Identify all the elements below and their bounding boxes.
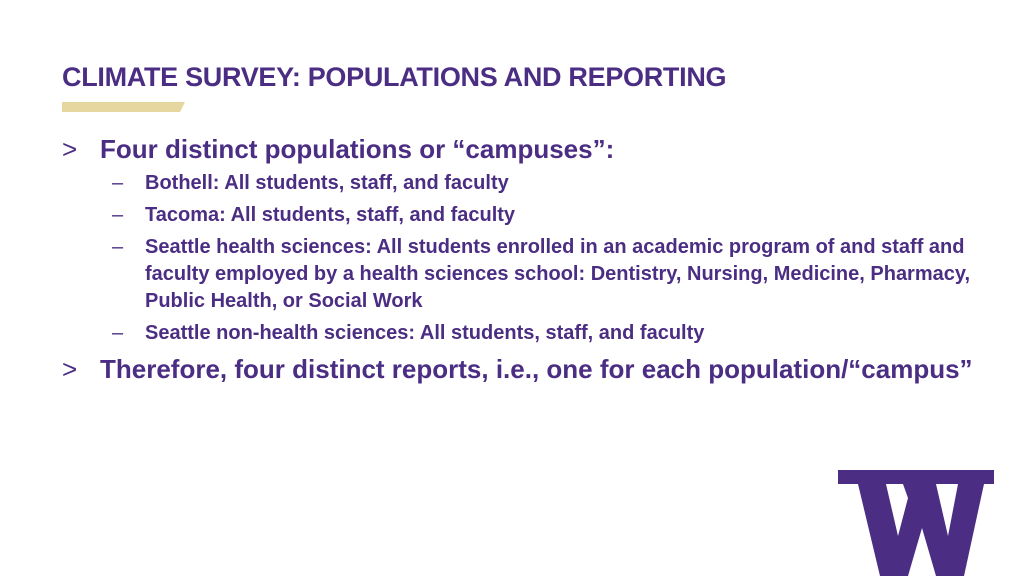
sub-bullet-text: Tacoma: All students, staff, and faculty xyxy=(145,204,516,226)
sub-bullet-text: Seattle non-health sciences: All students, staff, and faculty xyxy=(145,322,705,344)
uw-w-logo-icon xyxy=(836,470,994,576)
bullet-marker: > xyxy=(62,134,78,164)
sub-bullet-item xyxy=(62,202,982,229)
sub-bullet-marker: – xyxy=(112,236,124,258)
sub-bullet-list xyxy=(62,170,982,347)
bullet-marker: > xyxy=(62,354,78,384)
bullet-list xyxy=(62,132,982,386)
sub-bullet-text: Bothell: All students, staff, and faculty xyxy=(145,172,509,194)
bullet-item xyxy=(62,352,982,386)
bullet-item xyxy=(62,132,982,166)
bullet-text: Four distinct populations or “campuses”: xyxy=(100,134,615,164)
sub-bullet-marker: – xyxy=(112,172,124,194)
sub-bullet-marker: – xyxy=(112,204,124,226)
sub-bullet-text: Seattle health sciences: All students enrolled in an academic program of and staff and faculty employed by a health sciences school: Dentistry, Nursing, Medicine, Pharmacy, Public Health, or Social Work xyxy=(145,236,971,312)
sub-bullet-item xyxy=(62,234,982,315)
sub-bullet-item xyxy=(62,170,982,197)
bullet-text: Therefore, four distinct reports, i.e., one for each population/“campus” xyxy=(100,354,973,384)
slide-title: CLIMATE SURVEY: POPULATIONS AND REPORTING xyxy=(62,62,727,92)
sub-bullet-item xyxy=(62,320,982,347)
title-accent-bar xyxy=(62,102,185,112)
sub-bullet-marker: – xyxy=(112,322,124,344)
